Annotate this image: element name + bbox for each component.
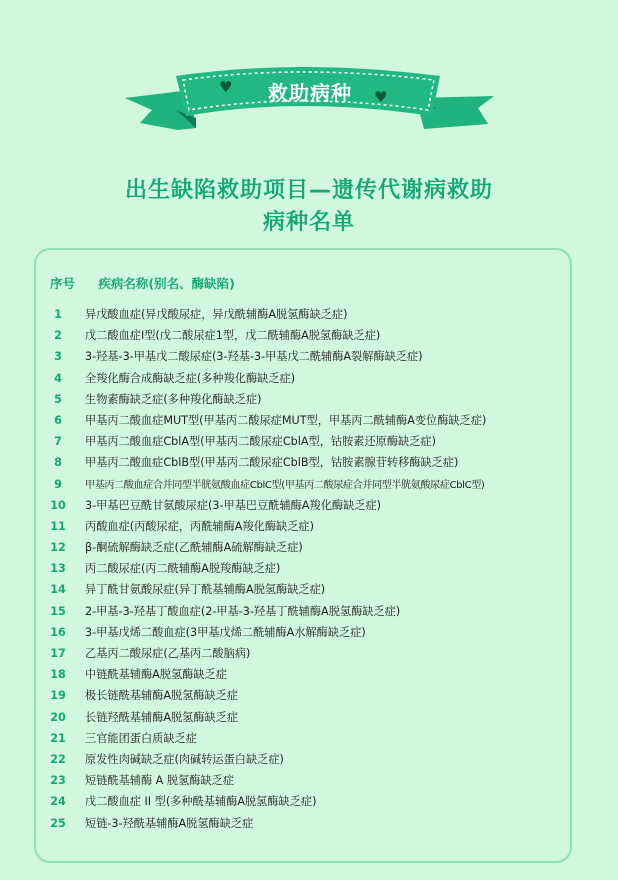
row-number: 12 xyxy=(50,541,66,555)
disease-list-card xyxy=(34,248,572,863)
row-number: 15 xyxy=(50,604,66,618)
list-item xyxy=(36,368,572,389)
disease-name: 甲基丙二酸血症MUT型(甲基丙二酸尿症MUT型，甲基丙二酰辅酶A变位酶缺乏症) xyxy=(85,413,487,427)
row-number: 13 xyxy=(50,562,66,576)
list-item xyxy=(36,325,572,346)
list-item xyxy=(36,431,572,452)
list-item xyxy=(36,728,572,749)
disease-name: 异丁酰甘氨酸尿症(异丁酰基辅酶A脱氢酶缺乏症) xyxy=(85,583,326,597)
list-item xyxy=(36,579,572,600)
disease-list xyxy=(36,304,572,834)
banner-ribbon xyxy=(0,0,618,150)
row-number: 8 xyxy=(54,456,62,470)
list-item xyxy=(36,516,572,537)
row-number: 11 xyxy=(50,519,66,533)
heart-icon: ♥ xyxy=(374,88,388,106)
row-number: 22 xyxy=(50,752,66,766)
heart-icon: ♥ xyxy=(219,78,233,96)
list-item xyxy=(36,664,572,685)
disease-name: 长链羟酰基辅酶A脱氢酶缺乏症 xyxy=(85,710,239,724)
list-item xyxy=(36,601,572,622)
list-item xyxy=(36,389,572,410)
list-item xyxy=(36,346,572,367)
row-number: 3 xyxy=(54,350,62,364)
row-number: 19 xyxy=(50,689,66,703)
list-item xyxy=(36,622,572,643)
disease-name: 甲基丙二酸血症CblA型(甲基丙二酸尿症CblA型，钴胺素还原酶缺乏症) xyxy=(85,435,436,449)
page-title-line1: 出生缺陷救助项目—遗传代谢病救助 xyxy=(124,178,493,203)
row-number: 21 xyxy=(50,731,66,745)
row-number: 20 xyxy=(50,710,66,724)
list-item xyxy=(36,537,572,558)
row-number: 10 xyxy=(50,498,66,512)
disease-name: 3-甲基戊烯二酸血症(3甲基戊烯二酰辅酶A水解酶缺乏症) xyxy=(85,625,366,639)
list-item xyxy=(36,707,572,728)
disease-name: 甲基丙二酸血症CblB型(甲基丙二酸尿症CblB型，钴胺素腺苷转移酶缺乏症) xyxy=(85,456,459,470)
row-number: 9 xyxy=(54,477,62,491)
disease-name: 乙基丙二酸尿症(乙基丙二酸脑病) xyxy=(85,647,251,660)
row-number: 1 xyxy=(54,308,62,321)
row-number: 2 xyxy=(54,329,62,343)
row-number: 6 xyxy=(54,413,62,427)
row-number: 5 xyxy=(54,392,62,406)
disease-name: 3-甲基巴豆酰甘氨酸尿症(3-甲基巴豆酰辅酶A羧化酶缺乏症) xyxy=(85,498,382,512)
ribbon-graphic xyxy=(0,0,618,150)
disease-name: 异戊酸血症(异戊酸尿症，异戊酰辅酶A脱氢酶缺乏症) xyxy=(85,308,348,321)
disease-name: 极长链酰基辅酶A脱氢酶缺乏症 xyxy=(85,689,239,703)
table-header xyxy=(50,274,235,292)
disease-name: 原发性肉碱缺乏症(肉碱转运蛋白缺乏症) xyxy=(85,752,284,766)
disease-name: 2-甲基-3-羟基丁酸血症(2-甲基-3-羟基丁酰辅酶A脱氢酶缺乏症) xyxy=(85,604,401,618)
row-number: 18 xyxy=(50,668,66,682)
list-item xyxy=(36,749,572,770)
page-title-line2: 病种名单 xyxy=(262,210,355,235)
disease-name: 丙酸血症(丙酸尿症，丙酰辅酶A羧化酶缺乏症) xyxy=(85,519,314,533)
header-disease-name: 疾病名称(别名、酶缺陷) xyxy=(98,276,235,291)
list-item xyxy=(36,452,572,473)
row-number: 14 xyxy=(50,583,66,597)
header-number: 序号 xyxy=(50,276,76,291)
row-number: 17 xyxy=(50,647,66,660)
disease-name: 戊二酸血症I型(戊二酸尿症1型，戊二酰辅酶A脱氢酶缺乏症) xyxy=(85,329,381,343)
list-item xyxy=(36,791,572,812)
list-item xyxy=(36,813,572,834)
list-item xyxy=(36,304,572,325)
disease-name: 全羧化酶合成酶缺乏症(多种羧化酶缺乏症) xyxy=(85,371,296,385)
row-number: 23 xyxy=(50,774,66,788)
row-number: 24 xyxy=(50,795,66,809)
list-item xyxy=(36,495,572,516)
disease-name: 甲基丙二酸血症合并同型半胱氨酸血症CblC型(甲基丙二酸尿症合并同型半胱氨酸尿症CblC型) xyxy=(85,479,485,491)
disease-name: 戊二酸血症 II 型(多种酰基辅酶A脱氢酶缺乏症) xyxy=(85,795,317,809)
list-item xyxy=(36,770,572,791)
list-item xyxy=(36,643,572,664)
list-item xyxy=(36,685,572,706)
disease-name: 生物素酶缺乏症(多种羧化酶缺乏症) xyxy=(85,392,262,406)
disease-name: 短链酰基辅酶 A 脱氢酶缺乏症 xyxy=(85,774,235,788)
row-number: 4 xyxy=(54,371,62,385)
disease-name: 3-羟基-3-甲基戊二酸尿症(3-羟基-3-甲基戊二酰辅酶A裂解酶缺乏症) xyxy=(85,350,423,364)
list-item xyxy=(36,558,572,579)
list-item xyxy=(36,474,572,495)
list-item xyxy=(36,410,572,431)
disease-name: 丙二酸尿症(丙二酰辅酶A脱羧酶缺乏症) xyxy=(85,562,281,576)
row-number: 25 xyxy=(50,816,66,830)
disease-name: 中链酰基辅酶A脱氢酶缺乏症 xyxy=(85,668,227,682)
disease-name: 三官能团蛋白质缺乏症 xyxy=(85,731,197,745)
row-number: 16 xyxy=(50,625,66,639)
banner-title: 救助病种 xyxy=(268,81,352,105)
row-number: 7 xyxy=(54,435,62,449)
disease-name: 短链-3-羟酰基辅酶A脱氢酶缺乏症 xyxy=(85,816,254,830)
disease-name: β-酮硫解酶缺乏症(乙酰辅酶A硫解酶缺乏症) xyxy=(85,541,303,555)
